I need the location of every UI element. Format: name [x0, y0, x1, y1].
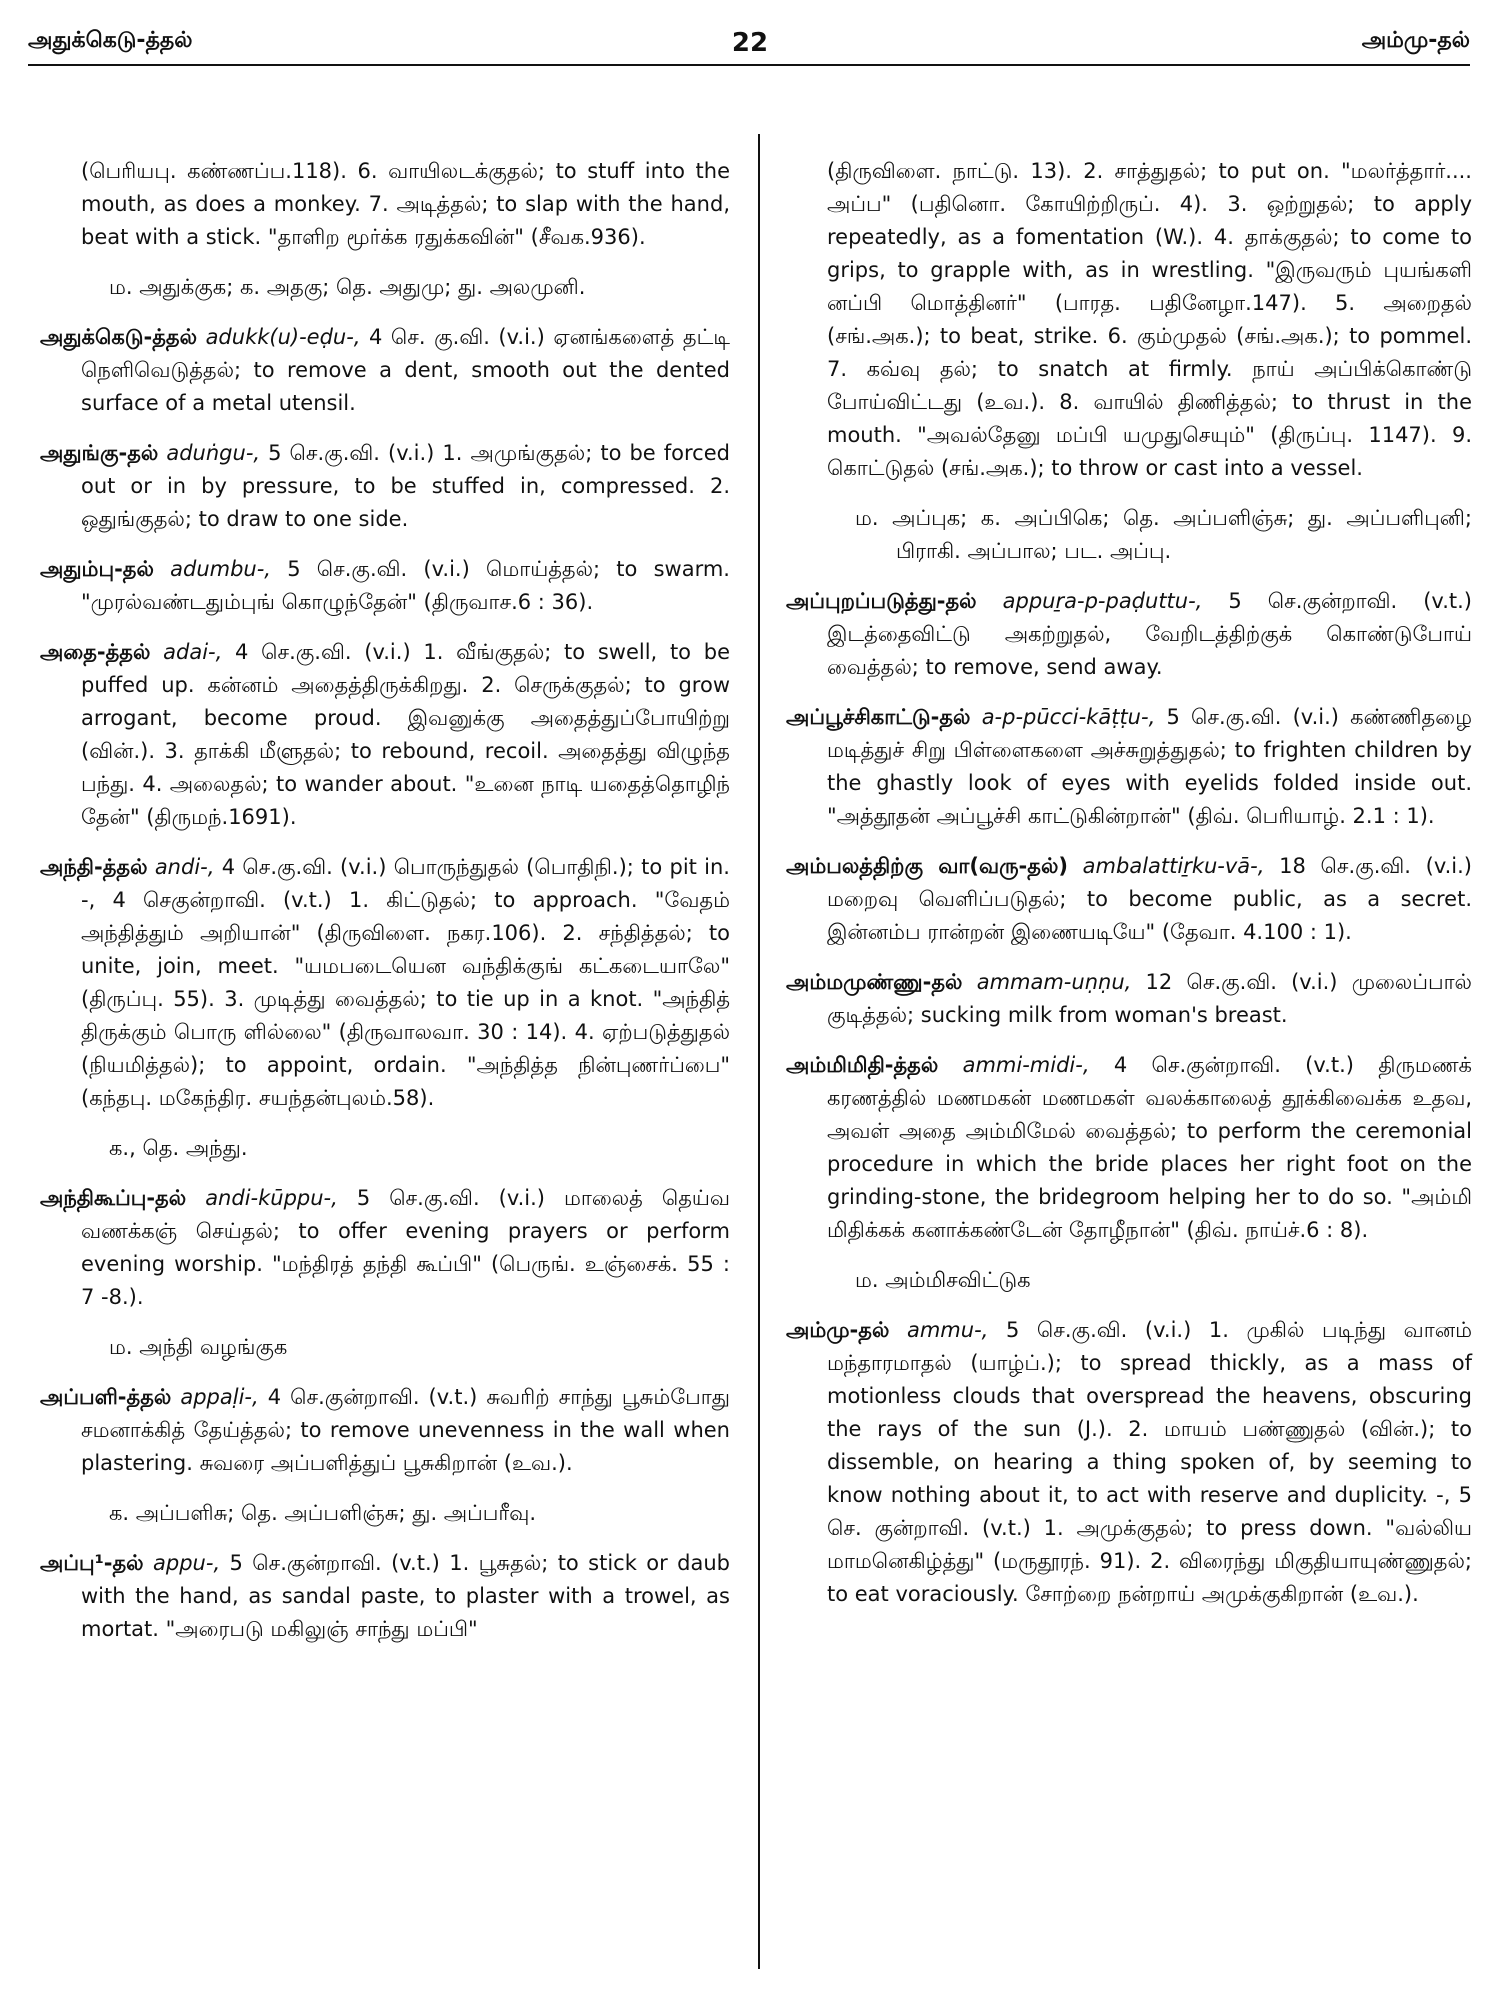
running-head-left: அதுக்கெடு-த்தல்: [28, 28, 193, 53]
entry-transliteration: appuṟa-p-paḍuttu-,: [1002, 589, 1203, 613]
entry-transliteration: aduṅgu-,: [166, 441, 261, 465]
entry-definition: 5 செ.கு.வி. (v.i.) 1. அமுங்குதல்; to be forced out or in by pressure, to be stuffed in, compressed. 2. ஒதுங்குதல்; to draw to one side.: [81, 441, 730, 531]
entry-continuation: (பெரியபு. கண்ணப்ப.118). 6. வாயிலடக்குதல்; to stuff into the mouth, as does a monkey. 7. அடித்தல்; to slap with the hand, beat with a stick. "தாளிற மூர்க்க ரதுக்கவின்" (சீவக.936).: [81, 159, 730, 249]
entry-headword: அப்பளி-த்தல்: [40, 1385, 172, 1409]
header-rule: [28, 64, 1470, 66]
entry-transliteration: appaḷi-,: [180, 1385, 259, 1409]
entry-definition: 12 செ.கு.வி. (v.i.) முலைப்பால் குடித்தல்; sucking milk from woman's breast.: [827, 970, 1472, 1027]
entry-definition: 4 செ.கு.வி. (v.i.) 1. வீங்குதல்; to swell, to be puffed up. கன்னம் அதைத்திருக்கிறது. 2. செருக்குதல்; to grow arrogant, become proud. இவனுக்கு அதைத்துப்போயிற்று (வின்.). 3. தாக்கி மீளுதல்; to rebound, recoil. அதைத்து விழுந்த பந்து. 4. அலைதல்; to wander about. "உனை நாடி யதைத்தொழிந் தேன்" (திருமந்.1691).: [81, 640, 731, 829]
entry-transliteration: ammam-uṇṇu,: [976, 970, 1132, 994]
cognates-line: ம. அம்மிசவிட்டுக: [855, 1268, 1031, 1292]
entry-headword: அதும்பு-தல்: [40, 557, 154, 581]
dictionary-entry: [40, 851, 730, 1115]
entry-headword: அம்மமுண்ணு-தல்: [786, 970, 963, 994]
dictionary-entry: [40, 1182, 730, 1314]
column-divider: [758, 134, 760, 1969]
entry-headword: அம்பலத்திற்கு வா(வரு-தல்): [786, 854, 1068, 878]
dictionary-entry: [786, 701, 1472, 833]
dictionary-entry: [786, 850, 1472, 949]
cognates-line: க., தெ. அந்து.: [109, 1136, 248, 1160]
entry-headword: அதுக்கெடு-த்தல்: [40, 325, 198, 349]
entry-definition: 5 செ.கு.வி. (v.i.) மொய்த்தல்; to swarm. "முரல்வண்டதும்புங் கொழுந்தேன்" (திருவாச.6 : 36).: [81, 557, 730, 614]
entry-headword: அம்மிமிதி-த்தல்: [786, 1053, 939, 1077]
entry-transliteration: andi-,: [154, 855, 215, 879]
entry-transliteration: ammi-midi-,: [962, 1053, 1090, 1077]
entry-transliteration: ammu-,: [906, 1318, 989, 1342]
entry-definition: 5 செ.கு.வி. (v.i.) மாலைத் தெய்வ வணக்கஞ் செய்தல்; to offer evening prayers or perform evening worship. "மந்திரத் தந்தி கூப்பி" (பெருங். உஞ்சைக். 55 : 7 -8.).: [81, 1186, 730, 1309]
entry-transliteration: adumbu-,: [170, 557, 271, 581]
entry-definition: 4 செ.குன்றாவி. (v.t.) திருமணக் கரணத்தில் மணமகன் மணமகள் வலக்காலைத் தூக்கிவைக்க உதவ, அவள் அதை அம்மிமேல் வைத்தல்; to perform the ceremonial procedure in which the bride places her right foot on the grinding-stone, the bridegroom helping her to do so. "அம்மி மிதிக்கக் கனாக்கண்டேன் தோழீநான்" (திவ். நாய்ச்.6 : 8).: [827, 1053, 1472, 1242]
entry-headword: அப்பூச்சிகாட்டு-தல்: [786, 705, 971, 729]
entry-transliteration: ambalattiṟku-vā-,: [1082, 854, 1265, 878]
entry-headword: அந்தி-த்தல்: [40, 855, 148, 879]
dictionary-entry: [786, 1049, 1472, 1247]
entry-definition: 5 செ.கு.வி. (v.i.) 1. முகில் படிந்து வானம் மந்தாரமாதல் (யாழ்ப்.); to spread thickly, as a mass of motionless clouds that overspread the heavens, obscuring the rays of the sun (J.). 2. மாயம் பண்ணுதல் (வின்.); to dissemble, on hearing a thing spoken of, by seeming to know nothing about it, to act with reserve and duplicity. -, 5 செ. குன்றாவி. (v.t.) 1. அமுக்குதல்; to press down. "வல்லிய மாமனெகிழ்த்து" (மருதூரந். 91). 2. விரைந்து மிகுதியாயுண்ணுதல்; to eat voraciously. சோற்றை நன்றாய் அமுக்குகிறான் (உவ.).: [827, 1318, 1472, 1606]
dictionary-entry: [786, 1314, 1472, 1611]
entry-headword: அதை-த்தல்: [40, 640, 151, 664]
entry-definition: 4 செ. கு.வி. (v.i.) ஏனங்களைத் தட்டி நெளிவெடுத்தல்; to remove a dent, smooth out the dented surface of a metal utensil.: [81, 325, 730, 415]
entry-headword: அதுங்கு-தல்: [40, 441, 159, 465]
entry-definition: 5 செ.கு.வி. (v.i.) கண்ணிதழை மடித்துச் சிறு பிள்ளைகளை அச்சுறுத்துதல்; to frighten children by the ghastly look of eyes with eyelids folded inside out. "அத்தூதன் அப்பூச்சி காட்டுகின்றான்" (திவ். பெரியாழ். 2.1 : 1).: [827, 705, 1472, 828]
left-column: [40, 134, 730, 1663]
dictionary-entry: [786, 585, 1472, 684]
cognates-line: க. அப்பளிசு; தெ. அப்பளிஞ்சு; து. அப்பரீவு.: [109, 1501, 537, 1525]
dictionary-entry: [40, 636, 730, 834]
dictionary-entry: [40, 553, 730, 619]
entry-transliteration: a-p-pūcci-kāṭṭu-,: [981, 705, 1156, 729]
dictionary-entry: [40, 321, 730, 420]
entry-definition: 18 செ.கு.வி. (v.i.) மறைவு வெளிப்படுதல்; to become public, as a secret. இன்னம்ப ரான்றன் இணையடியே" (தேவா. 4.100 : 1).: [827, 854, 1472, 944]
entry-definition: 4 செ.கு.வி. (v.i.) பொருந்துதல் (பொதிநி.); to pit in. -, 4 செகுன்றாவி. (v.t.) 1. கிட்டுதல்; to approach. "வேதம் அந்தித்தும் அறியான்" (திருவிளை. நகர.106). 2. சந்தித்தல்; to unite, join, meet. "யமபடையென வந்திக்குங் கட்கடையாலே" (திருப்பு. 55). 3. முடித்து வைத்தல்; to tie up in a knot. "அந்தித் திருக்கும் பொரு ளில்லை" (திருவாலவா. 30 : 14). 4. ஏற்படுத்துதல் (நியமித்தல்); to appoint, ordain. "அந்தித்த நின்புணர்ப்பை" (கந்தபு. மகேந்திர. சயந்தன்புலம்.58).: [81, 855, 730, 1110]
entry-transliteration: adai-,: [163, 640, 223, 664]
dictionary-entry: [40, 437, 730, 536]
cognates-line: ம. அந்தி வழங்குக: [109, 1335, 288, 1359]
dictionary-entry: [786, 966, 1472, 1032]
entry-headword: அப்புறப்படுத்து-தல்: [786, 589, 977, 613]
entry-continuation: (திருவிளை. நாட்டு. 13). 2. சாத்துதல்; to put on. "மலர்த்தார்.... அப்ப" (பதினொ. கோயிற்றிருப். 4). 3. ஒற்றுதல்; to apply repeatedly, as a fomentation (W.). 4. தாக்குதல்; to come to grips, to grapple with, as in wrestling. "இருவரும் புயங்களி னப்பி மொத்தினர்" (பாரத. பதினேழா.147). 5. அறைதல் (சங்.அக.); to beat, strike. 6. கும்முதல் (சங்.அக.); to pommel. 7. கவ்வு தல்; to snatch at firmly. நாய் அப்பிக்கொண்டு போய்விட்டது (உவ.). 8. வாயில் திணித்தல்; to thrust in the mouth. "அவல்தேனு மப்பி யமுதுசெயும்" (திருப்பு. 1147). 9. கொட்டுதல் (சங்.அக.); to throw or cast into a vessel.: [827, 159, 1472, 480]
entry-headword: அந்திகூப்பு-தல்: [40, 1186, 187, 1210]
page-number: 22: [731, 28, 769, 58]
entry-definition: 4 செ.குன்றாவி. (v.t.) சுவரிற் சாந்து பூசும்போது சமனாக்கித் தேய்த்தல்; to remove unevenness in the wall when plastering. சுவரை அப்பளித்துப் பூசுகிறான் (உவ.).: [81, 1385, 730, 1475]
dictionary-entry: [40, 1381, 730, 1480]
entry-transliteration: adukk(u)-eḍu-,: [205, 325, 361, 349]
running-head-right: அம்மு-தல்: [1361, 28, 1470, 53]
entry-definition: 5 செ.குன்றாவி. (v.t.) 1. பூசுதல்; to stick or daub with the hand, as sandal paste, to plaster with a trowel, as mortat. "அரைபடு மகிலுஞ் சாந்து மப்பி": [81, 1551, 730, 1641]
right-column: [786, 134, 1472, 1628]
entry-headword: அப்பு¹-தல்: [40, 1551, 144, 1575]
entry-transliteration: appu-,: [153, 1551, 221, 1575]
cognates-line: ம. அப்புக; க. அப்பிகெ; தெ. அப்பளிஞ்சு; து. அப்பளிபுனி; பிராகி. அப்பால; பட. அப்பு.: [855, 506, 1472, 563]
entry-headword: அம்மு-தல்: [786, 1318, 890, 1342]
cognates-line: ம. அதுக்குக; க. அதகு; தெ. அதுமு; து. அலமுனி.: [109, 275, 586, 299]
dictionary-entry: [40, 1547, 730, 1646]
entry-definition: 5 செ.குன்றாவி. (v.t.) இடத்தைவிட்டு அகற்றுதல், வேறிடத்திற்குக் கொண்டுபோய் வைத்தல்; to remove, send away.: [827, 589, 1472, 679]
entry-transliteration: andi-kūppu-,: [205, 1186, 338, 1210]
